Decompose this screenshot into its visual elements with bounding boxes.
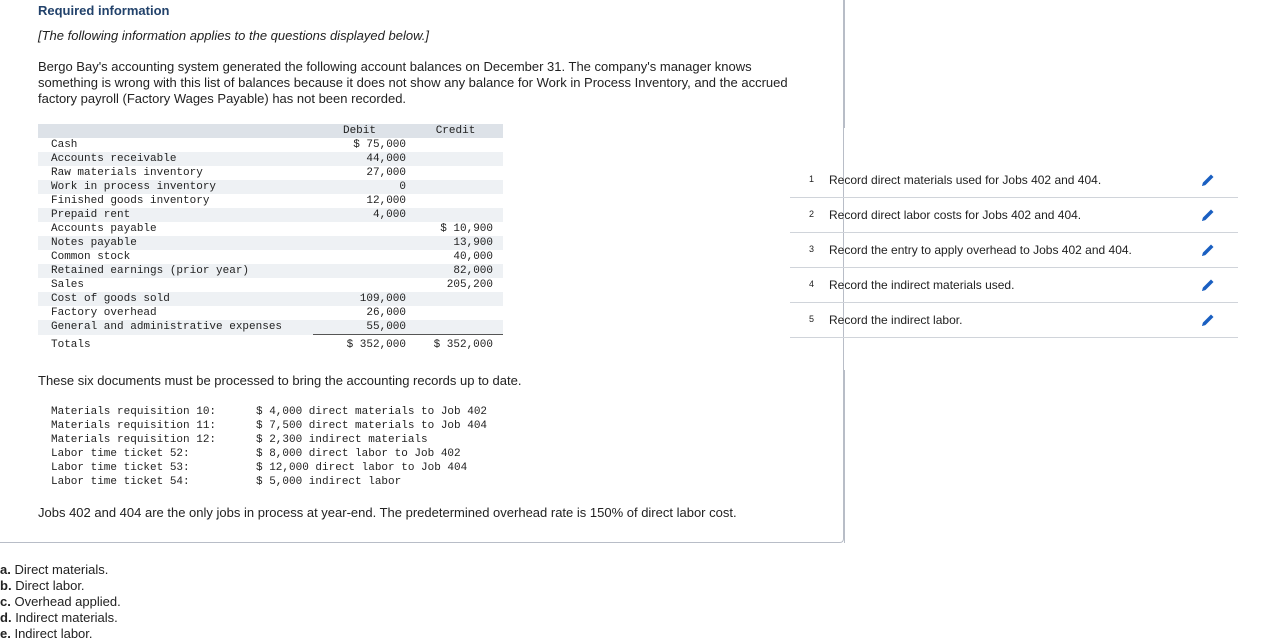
document-row [51,461,487,475]
debit-cell: 26,000 [366,307,406,319]
debit-cell [313,264,408,278]
credit-cell [408,166,503,180]
document-detail: $ 7,500 direct materials to Job 404 [256,420,488,432]
task-list [790,163,1238,338]
account-balances-table [38,124,503,355]
debit-cell: 109,000 [313,292,408,306]
account-cell: Accounts payable [51,223,157,235]
requirement-text: Indirect labor. [14,626,93,641]
document-row [51,433,487,447]
task-label: Record the indirect materials used. [829,278,1015,292]
requirement-item [0,610,121,626]
requirement-letter: e. [0,626,11,641]
documents-body [51,405,487,489]
balances-body [38,138,503,335]
requirement-item [0,594,121,610]
credit-column-header: Credit [408,124,503,138]
account-cell: Factory overhead [51,307,157,319]
table-row [38,194,503,208]
credit-cell [408,138,503,152]
document-row [51,419,487,433]
credit-cell: 13,900 [408,236,503,250]
account-cell: Prepaid rent [38,208,313,222]
table-row [38,264,503,278]
document-name: Materials requisition 11: [51,420,217,432]
task-number: 2 [809,209,815,219]
account-cell: Cost of goods sold [38,292,313,306]
task-item-2[interactable] [790,198,1238,233]
document-row [51,405,487,419]
credit-cell [408,194,503,208]
table-row [38,320,503,335]
credit-cell [408,292,503,306]
task-number: 4 [809,279,815,289]
requirement-item [0,626,121,642]
requirement-letter: c. [0,594,11,609]
task-item-3[interactable] [790,233,1238,268]
credit-cell [408,152,503,166]
divider-line-bottom [844,370,845,543]
task-number: 5 [809,314,815,324]
task-number: 1 [809,174,815,184]
task-label: Record direct materials used for Jobs 402 and 404. [829,173,1102,187]
document-detail: $ 2,300 indirect materials [256,434,428,446]
debit-cell [313,250,408,264]
account-cell: Notes payable [38,236,313,250]
account-cell: Work in process inventory [38,180,313,194]
instruction-text: [The following information applies to the questions displayed below.] [38,28,429,43]
table-row [38,236,503,250]
document-name: Materials requisition 10: [51,406,217,418]
debit-column-header: Debit [313,124,408,138]
task-label: Record direct labor costs for Jobs 402 and 404. [829,208,1082,222]
credit-cell: 205,200 [446,279,493,291]
account-cell: Retained earnings (prior year) [38,264,313,278]
debit-cell: 55,000 [313,320,408,335]
requirement-letter: b. [0,578,12,593]
required-info-title: Required information [38,3,170,18]
account-cell: Common stock [51,251,131,263]
six-documents-text: These six documents must be processed to bring the accounting records up to date. [38,373,522,388]
requirements-list [0,562,121,642]
debit-cell [313,236,408,250]
task-number: 3 [809,244,815,254]
divider-line-top [844,0,845,128]
requirement-text: Direct labor. [15,578,85,593]
table-row [38,292,503,306]
task-item-4[interactable] [790,268,1238,303]
debit-cell: 44,000 [313,152,408,166]
document-name: Materials requisition 12: [51,434,217,446]
account-column-header [38,124,313,138]
account-cell: Raw materials inventory [51,167,203,179]
task-label: Record the indirect labor. [829,313,963,327]
table-row [38,306,503,320]
requirement-letter: a. [0,562,11,577]
account-cell: Cash [51,139,78,151]
task-label: Record the entry to apply overhead to Jobs 402 and 404. [829,243,1132,257]
account-cell: Finished goods inventory [51,195,210,207]
document-name: Labor time ticket 52: [51,448,190,460]
debit-cell: 27,000 [366,167,406,179]
credit-cell: 82,000 [408,264,503,278]
totals-row [38,335,503,356]
document-row [51,475,487,489]
debit-cell: 0 [313,180,408,194]
totals-label: Totals [51,338,91,351]
requirement-item [0,562,121,578]
requirement-text: Overhead applied. [14,594,121,609]
debit-cell [313,222,408,236]
table-header-row [38,124,503,138]
document-detail: $ 4,000 direct materials to Job 402 [256,406,488,418]
totals-debit: $ 352,000 [313,335,408,356]
debit-cell: 4,000 [313,208,408,222]
account-cell: Accounts receivable [38,152,313,166]
credit-cell [408,306,503,320]
pencil-icon[interactable] [1200,172,1216,188]
jobs-text: Jobs 402 and 404 are the only jobs in process at year-end. The predetermined overhead rate is 150% of direct labor cost. [38,505,737,520]
table-row [38,152,503,166]
credit-cell: 40,000 [453,251,493,263]
credit-cell [408,320,503,335]
table-row [38,138,503,152]
credit-cell [408,180,503,194]
document-detail: $ 5,000 indirect labor [256,476,402,488]
credit-cell: $ 10,900 [440,223,493,235]
requirement-item [0,578,121,594]
pencil-icon[interactable] [1200,242,1216,258]
document-name: Labor time ticket 54: [51,476,190,488]
table-row [38,250,503,264]
table-row [38,222,503,236]
pencil-icon[interactable] [1200,312,1216,328]
pencil-icon[interactable] [1200,277,1216,293]
pencil-icon[interactable] [1200,207,1216,223]
requirement-text: Direct materials. [14,562,109,577]
document-detail: $ 8,000 direct labor to Job 402 [256,448,461,460]
totals-credit: $ 352,000 [408,335,503,356]
debit-cell: $ 75,000 [353,139,406,151]
intro-paragraph: Bergo Bay's accounting system generated the following account balances on December 31. The company's manager knows something is wrong with this list of balances because it does not show any balance for Work in Process Inventory, and the accrued factory payroll (Factory Wages Payable) has not been recorded. [38,59,788,106]
task-item-5[interactable] [790,303,1238,338]
table-row [38,278,503,292]
document-row [51,447,487,461]
table-row [38,208,503,222]
debit-cell: 12,000 [366,195,406,207]
requirement-letter: d. [0,610,12,625]
document-name: Labor time ticket 53: [51,462,190,474]
documents-table [51,405,487,489]
debit-cell [313,278,408,292]
table-row [38,166,503,180]
account-cell: Sales [51,279,85,291]
table-row [38,180,503,194]
requirement-text: Indirect materials. [15,610,118,625]
account-cell: General and administrative expenses [38,320,313,335]
credit-cell [408,208,503,222]
document-detail: $ 12,000 direct labor to Job 404 [256,462,468,474]
task-item-1[interactable] [790,163,1238,198]
